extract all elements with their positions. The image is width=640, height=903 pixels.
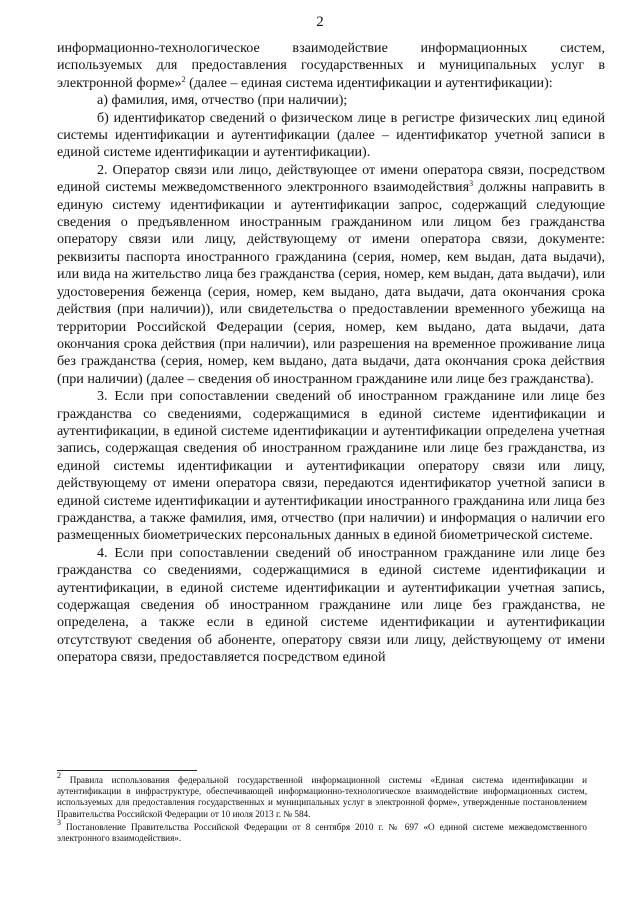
footnote-divider [57,770,197,771]
paragraph-continuation [57,40,605,92]
list-item-a: а) фамилия, имя, отчество (при наличии); [97,92,348,109]
footnote-text: Постановление Правительства Российской Федерации от 8 сентября 2010 г. № 697 «О единой системе межведомственного электронного взаимодействия». [57,821,587,844]
page-number: 2 [316,14,324,30]
paragraph-3: 3. Если при сопоставлении сведений об иностранном гражданине или лице без гражданства со сведениями, содержащимися в единой системе идентификации и аутентификации, в единой системе идентификации и аутентификации определена учетная запись, содержащая сведения об иностранном гражданине или лице без гражданства, из единой системы идентификации и аутентификации оператору связи или лицу, действующему от имени оператора связи, передаются идентификатор учетной записи в единой системе идентификации и аутентификации иностранного гражданина или лица без гражданства, а также фамилия, имя, отчество (при наличии) и информация о наличии его размещенных биометрических персональных данных в единой биометрической системе. [57,388,605,544]
footnote-ref[interactable]: 2 [181,74,186,84]
footnote-3 [57,817,587,844]
paragraph-text: (далее – единая система идентификации и аутентификации): [185,74,553,91]
footnote-text: Правила использования федеральной государственной информационной системы «Единая система идентификации и аутентификации в инфраструктуре, обеспечивающей информационно-технологическое взаимодействие информационных систем, используемых для предоставления государственных и муниципальных услуг в электронной форме», утвержденные постановлением Правительства Российской Федерации от 10 июля 2013 г. № 584. [57,775,587,819]
document-body [57,40,605,667]
paragraph-4: 4. Если при сопоставлении сведений об иностранном гражданине или лице без гражданства со сведениями, содержащимися в единой системе идентификации и аутентификации, в единой системе идентификации и аутентификации учетная запись, содержащая сведения об иностранном гражданине или лице без гражданства, не определена, а также если в единой системе идентификации и аутентификации отсутствуют сведения об абоненте, оператору связи или лицу, действующему от имени оператора связи, предоставляется посредством единой [57,544,605,666]
footnote-mark: 3 [57,817,61,827]
paragraph-2 [57,162,605,388]
footnote-2 [57,771,587,820]
list-item-b: б) идентификатор сведений о физическом лице в регистре физических лиц единой системы идентификации и аутентификации (далее – идентификатор учетной записи в единой системе идентификации и аутентификации). [57,109,605,161]
paragraph-text: должны направить в единую систему идентификации и аутентификации запрос, содержащий следующие сведения о предъявленном иностранным гражданином или лицом без гражданства оператору связи или лицу, действующему от имени оператора связи, документе: реквизиты паспорта иностранного гражданина (серия, номер, кем выдан, дата выдачи), или вида на жительство лица без гражданства (серия, номер, кем выдан, дата выдачи), или удостоверения беженца (серия, номер, кем выдано, дата выдачи, дата окончания срока действия (при наличии)), или свидетельства о предоставлении временного убежища на территории Российской Федерации (серия, номер, кем выдано, дата выдачи, дата окончания срока действия (при наличии), или разрешения на временное проживание лица без гражданства (серия, номер, кем выдано, дата выдачи, дата окончания срока действия (при наличии) (далее – сведения об иностранном гражданине или лице без гражданства). [57,179,605,387]
paragraph-text: 2. Оператор связи или лицо, действующее от имени оператора связи, посредством единой системы межведомственного электронного взаимодействия [57,161,605,196]
footnotes [57,771,587,846]
paragraph-text: информационно-технологическое взаимодействие информационных систем, используемых для предоставления государственных и муниципальных услуг в электронной форме» [57,40,605,91]
footnote-mark: 2 [57,771,61,780]
footnote-ref[interactable]: 3 [469,179,474,189]
